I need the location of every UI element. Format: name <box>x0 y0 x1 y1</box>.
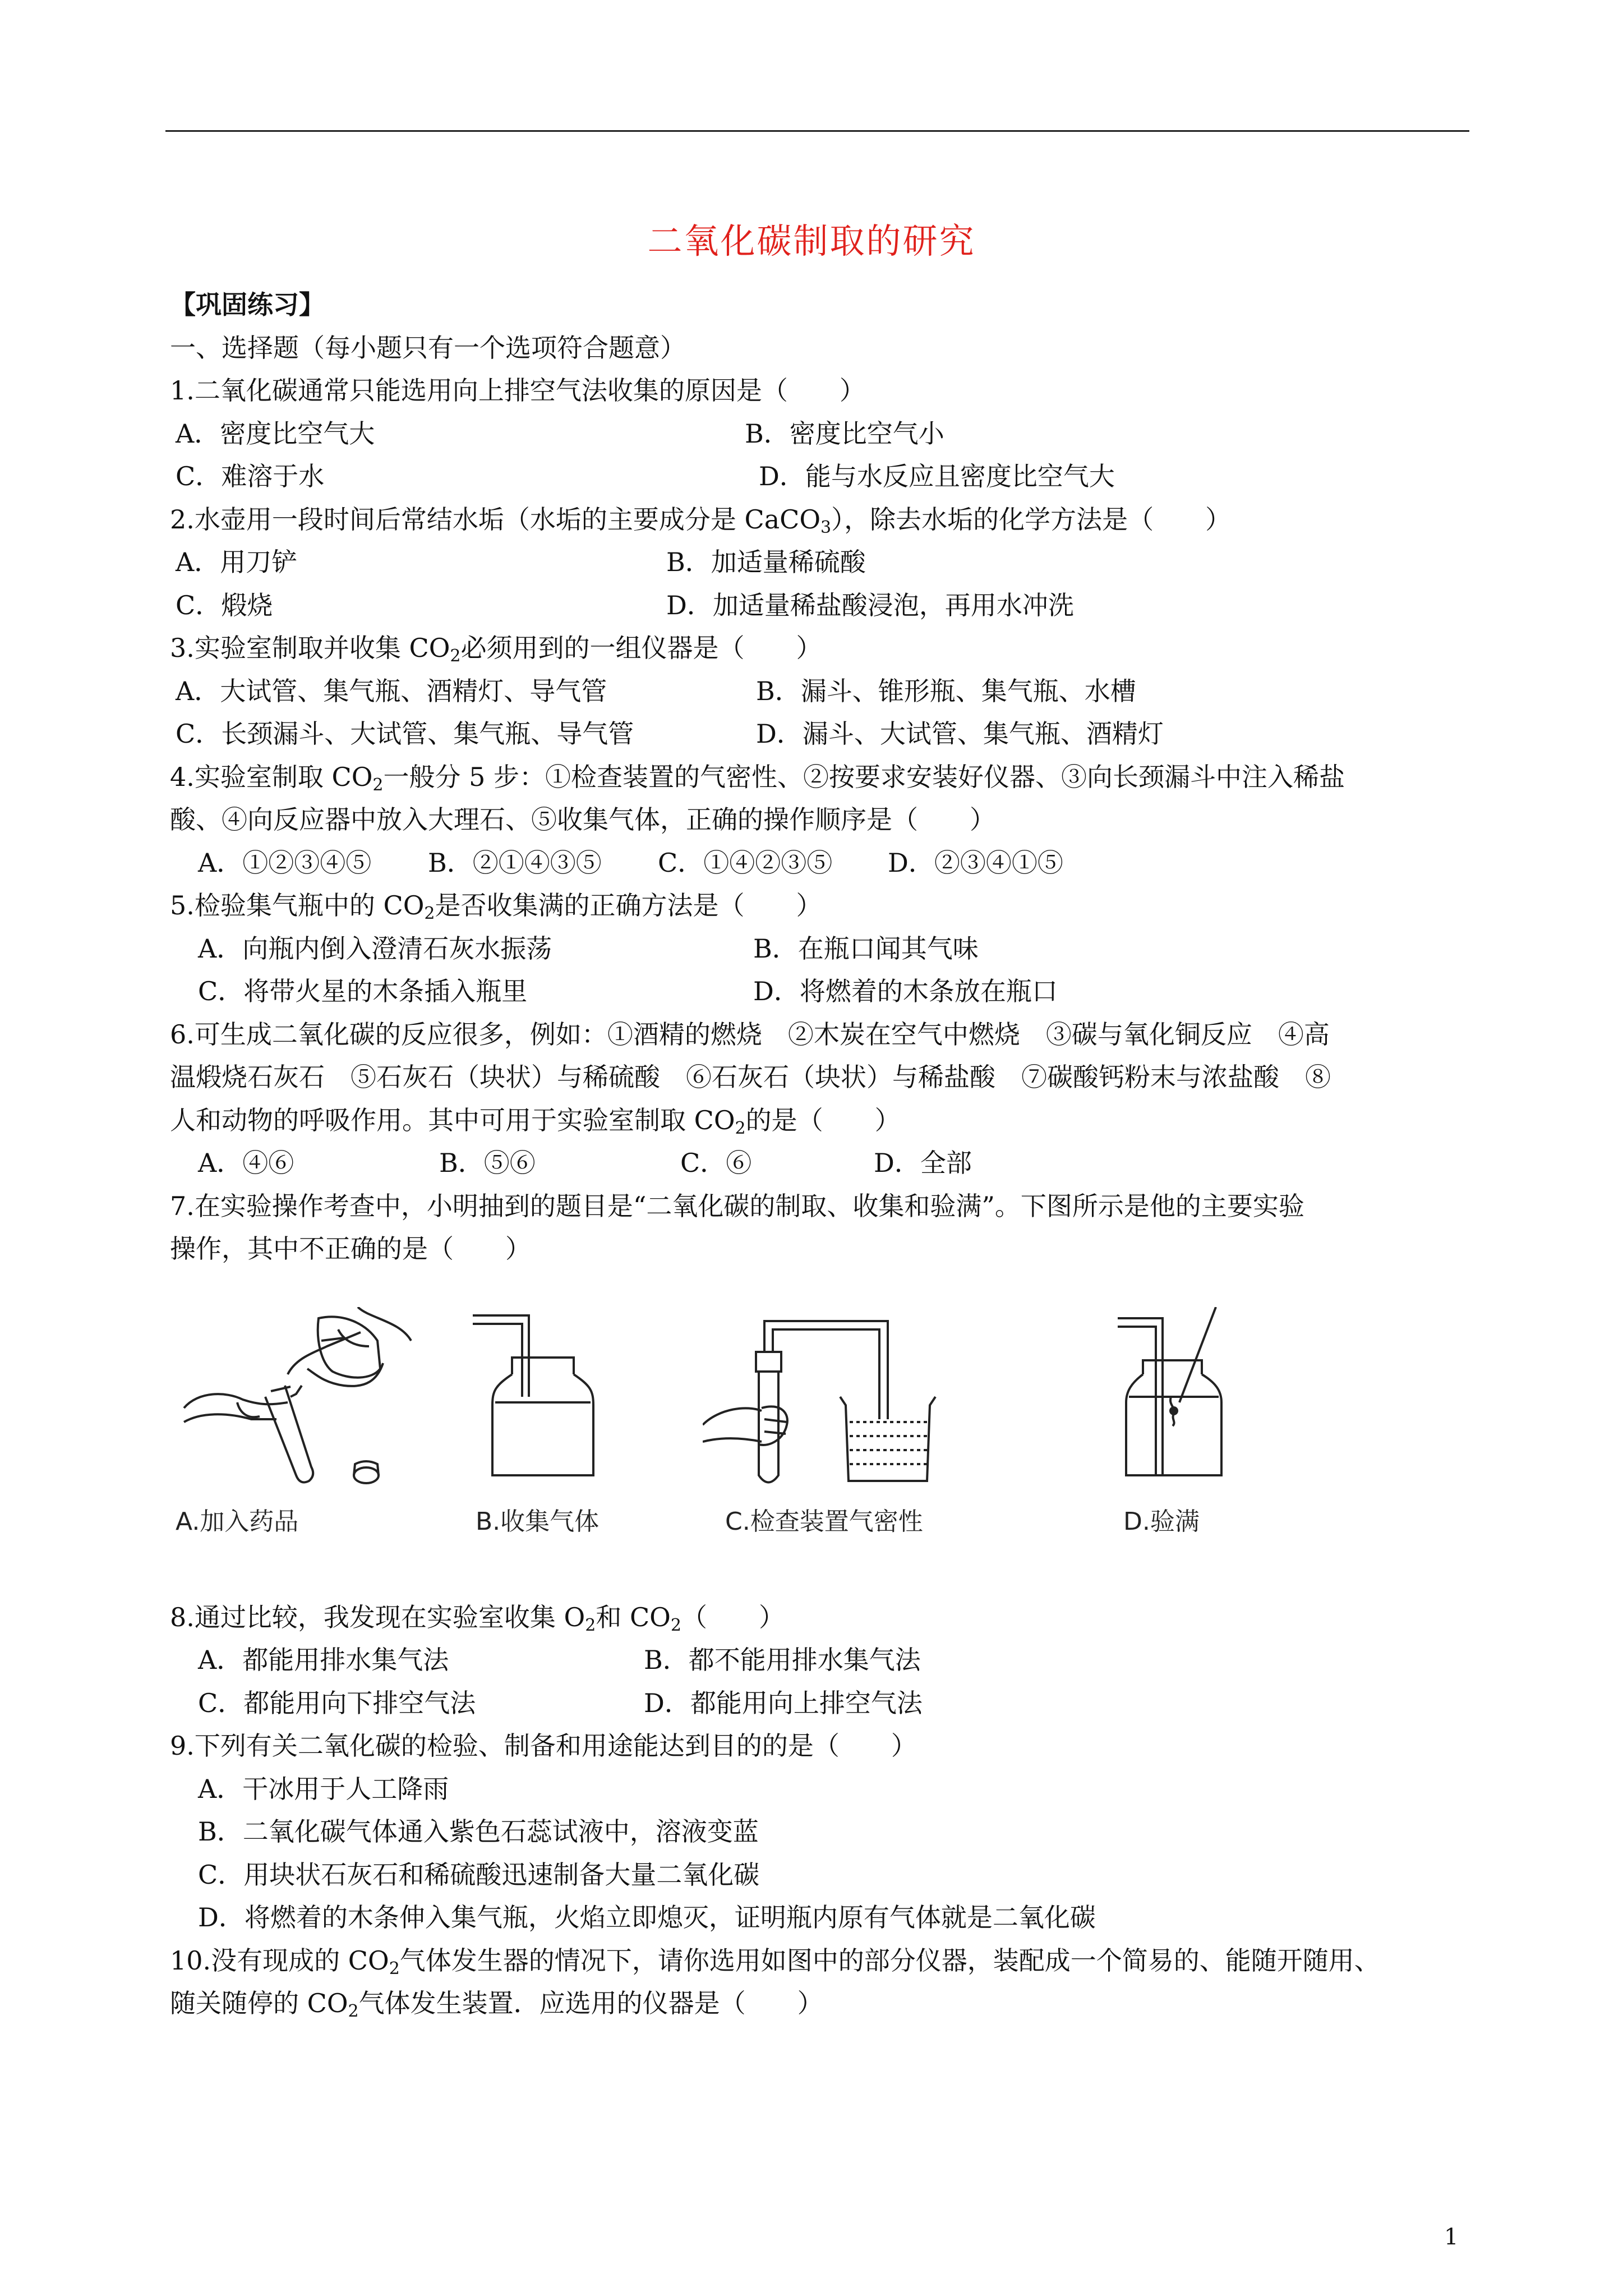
figure-d-caption: D.验满 <box>1123 1507 1200 1536</box>
question-6-stem-line-1: 6.可生成二氧化碳的反应很多，例如：①酒精的燃烧 ②木炭在空气中燃烧 ③碳与氧化铜反应 ④高 <box>170 1019 1330 1050</box>
question-3-option-b: B．漏斗、锥形瓶、集气瓶、水槽 <box>756 675 1136 706</box>
page-title: 二氧化碳制取的研究 <box>647 220 976 261</box>
question-2-stem: 2.水壶用一段时间后常结水垢（水垢的主要成分是 CaCO$_3$），除去水垢的化学方法是（ ） <box>170 504 1232 537</box>
question-7-stem-line-1: 7.在实验操作考查中，小明抽到的题目是“二氧化碳的制取、收集和验满”。下图所示是他的主要实验 <box>170 1190 1304 1221</box>
question-5-option-d: D．将燃着的木条放在瓶口 <box>753 976 1058 1006</box>
figure-a-adding-reagent <box>176 1307 422 1536</box>
question-10-stem-line-2: 随关随停的 $CO_2$气体发生装置．应选用的仪器是（ ） <box>170 1988 823 2021</box>
question-8-options-2 <box>170 1682 1477 1725</box>
question-4-option-a: A．①②③④⑤ <box>198 847 372 878</box>
question-5-option-a: A．向瓶内倒入澄清石灰水振荡 <box>198 933 552 964</box>
figure-c-checking-airtightness <box>703 1307 972 1536</box>
question-5-options <box>170 927 1477 970</box>
question-2-option-b: B．加适量稀硫酸 <box>666 547 866 577</box>
question-7-figure <box>170 1307 1477 1548</box>
question-2-option-c: C．煅烧 <box>176 590 273 620</box>
question-4-stem-line-2: 酸、④向反应器中放入大理石、⑤收集气体，正确的操作顺序是（ ） <box>170 804 995 835</box>
question-1-option-c: C．难溶于水 <box>176 461 325 491</box>
question-1-option-d: D．能与水反应且密度比空气大 <box>759 461 1115 491</box>
question-9-option-c: C．用块状石灰石和稀硫酸迅速制备大量二氧化碳 <box>198 1859 760 1890</box>
question-10-stem-line-1: 10.没有现成的 $CO_2$气体发生器的情况下，请你选用如图中的部分仪器，装配成一个简易的、能随开随用、 <box>170 1945 1380 1978</box>
question-9-option-a: A．干冰用于人工降雨 <box>198 1773 449 1804</box>
figure-a-caption: A.加入药品 <box>176 1507 299 1536</box>
question-8-options <box>170 1639 1477 1682</box>
question-4-options <box>170 841 1477 885</box>
question-6-stem-line-2: 温煅烧石灰石 ⑤石灰石（块状）与稀硫酸 ⑥石灰石（块状）与稀盐酸 ⑦碳酸钙粉末与浓盐酸 ⑧ <box>170 1062 1331 1092</box>
question-1-option-b: B．密度比空气小 <box>745 418 944 449</box>
question-4-option-d: D．②③④①⑤ <box>888 847 1063 878</box>
question-5-stem: 5.检验集气瓶中的 $CO_2$是否收集满的正确方法是（ ） <box>170 890 822 923</box>
question-6-option-a: A．④⑥ <box>198 1148 294 1178</box>
question-6-option-b: B．⑤⑥ <box>439 1148 536 1178</box>
question-6-option-c: C．⑥ <box>680 1148 752 1178</box>
question-8-option-d: D．都能用向上排空气法 <box>644 1687 923 1718</box>
page-number: 1 <box>1444 2224 1459 2250</box>
question-8-option-c: C．都能用向下排空气法 <box>198 1687 476 1718</box>
question-6-option-d: D．全部 <box>874 1148 972 1178</box>
question-3-option-d: D．漏斗、大试管、集气瓶、酒精灯 <box>756 719 1164 749</box>
question-2-options-2 <box>170 584 1477 627</box>
question-8-option-a: A．都能用排水集气法 <box>198 1645 449 1675</box>
question-3-option-a: A．大试管、集气瓶、酒精灯、导气管 <box>176 675 607 706</box>
question-8-stem: 8.通过比较，我发现在实验室收集 $O_2$和 $CO_2$（ ） <box>170 1602 785 1635</box>
question-3-options-2 <box>170 712 1477 756</box>
question-5-option-c: C．将带火星的木条插入瓶里 <box>198 976 528 1006</box>
header-rule <box>165 130 1469 132</box>
section-heading: 【巩固练习】 <box>170 289 325 320</box>
question-4-option-b: B．②①④③⑤ <box>428 847 602 878</box>
part-heading: 一、选择题（每小题只有一个选项符合题意） <box>170 332 686 363</box>
question-5-options-2 <box>170 970 1477 1013</box>
question-9-option-d: D．将燃着的木条伸入集气瓶，火焰立即熄灭，证明瓶内原有气体就是二氧化碳 <box>198 1902 1096 1932</box>
question-8-option-b: B．都不能用排水集气法 <box>644 1645 921 1675</box>
exercise-content <box>170 283 1477 2025</box>
question-3-option-c: C．长颈漏斗、大试管、集气瓶、导气管 <box>176 719 634 749</box>
figure-b-caption: B.收集气体 <box>476 1507 600 1536</box>
question-4-option-c: C．①④②③⑤ <box>658 847 833 878</box>
figure-d-checking-full <box>1118 1307 1247 1536</box>
question-4-stem: 4.实验室制取 $CO_2$一般分 5 步：①检查装置的气密性、②按要求安装好仪器、③向长颈漏斗中注入稀盐 <box>170 761 1345 795</box>
question-9-option-b: B．二氧化碳气体通入紫色石蕊试液中，溶液变蓝 <box>198 1816 759 1847</box>
question-3-stem: 3.实验室制取并收集 $CO_2$必须用到的一组仪器是（ ） <box>170 633 822 666</box>
figure-b-collecting-gas <box>473 1307 613 1536</box>
question-5-option-b: B．在瓶口闻其气味 <box>753 933 979 964</box>
question-2-option-a: A．用刀铲 <box>176 547 298 577</box>
question-7-stem-line-2: 操作，其中不正确的是（ ） <box>170 1234 531 1264</box>
question-2-option-d: D．加适量稀盐酸浸泡，再用水冲洗 <box>666 590 1074 620</box>
question-2-options <box>170 541 1477 584</box>
question-1-options-2 <box>170 455 1477 498</box>
question-6-stem-line-3: 人和动物的呼吸作用。其中可用于实验室制取 $CO_2$的是（ ） <box>170 1105 901 1138</box>
question-3-options <box>170 670 1477 713</box>
question-1-options <box>170 412 1477 455</box>
question-6-options <box>170 1142 1477 1185</box>
question-1-stem: 1.二氧化碳通常只能选用向上排空气法收集的原因是（ ） <box>170 375 865 406</box>
question-9-stem: 9.下列有关二氧化碳的检验、制备和用途能达到目的的是（ ） <box>170 1731 917 1761</box>
figure-c-caption: C.检查装置气密性 <box>725 1507 923 1536</box>
question-1-option-a: A．密度比空气大 <box>176 418 375 449</box>
